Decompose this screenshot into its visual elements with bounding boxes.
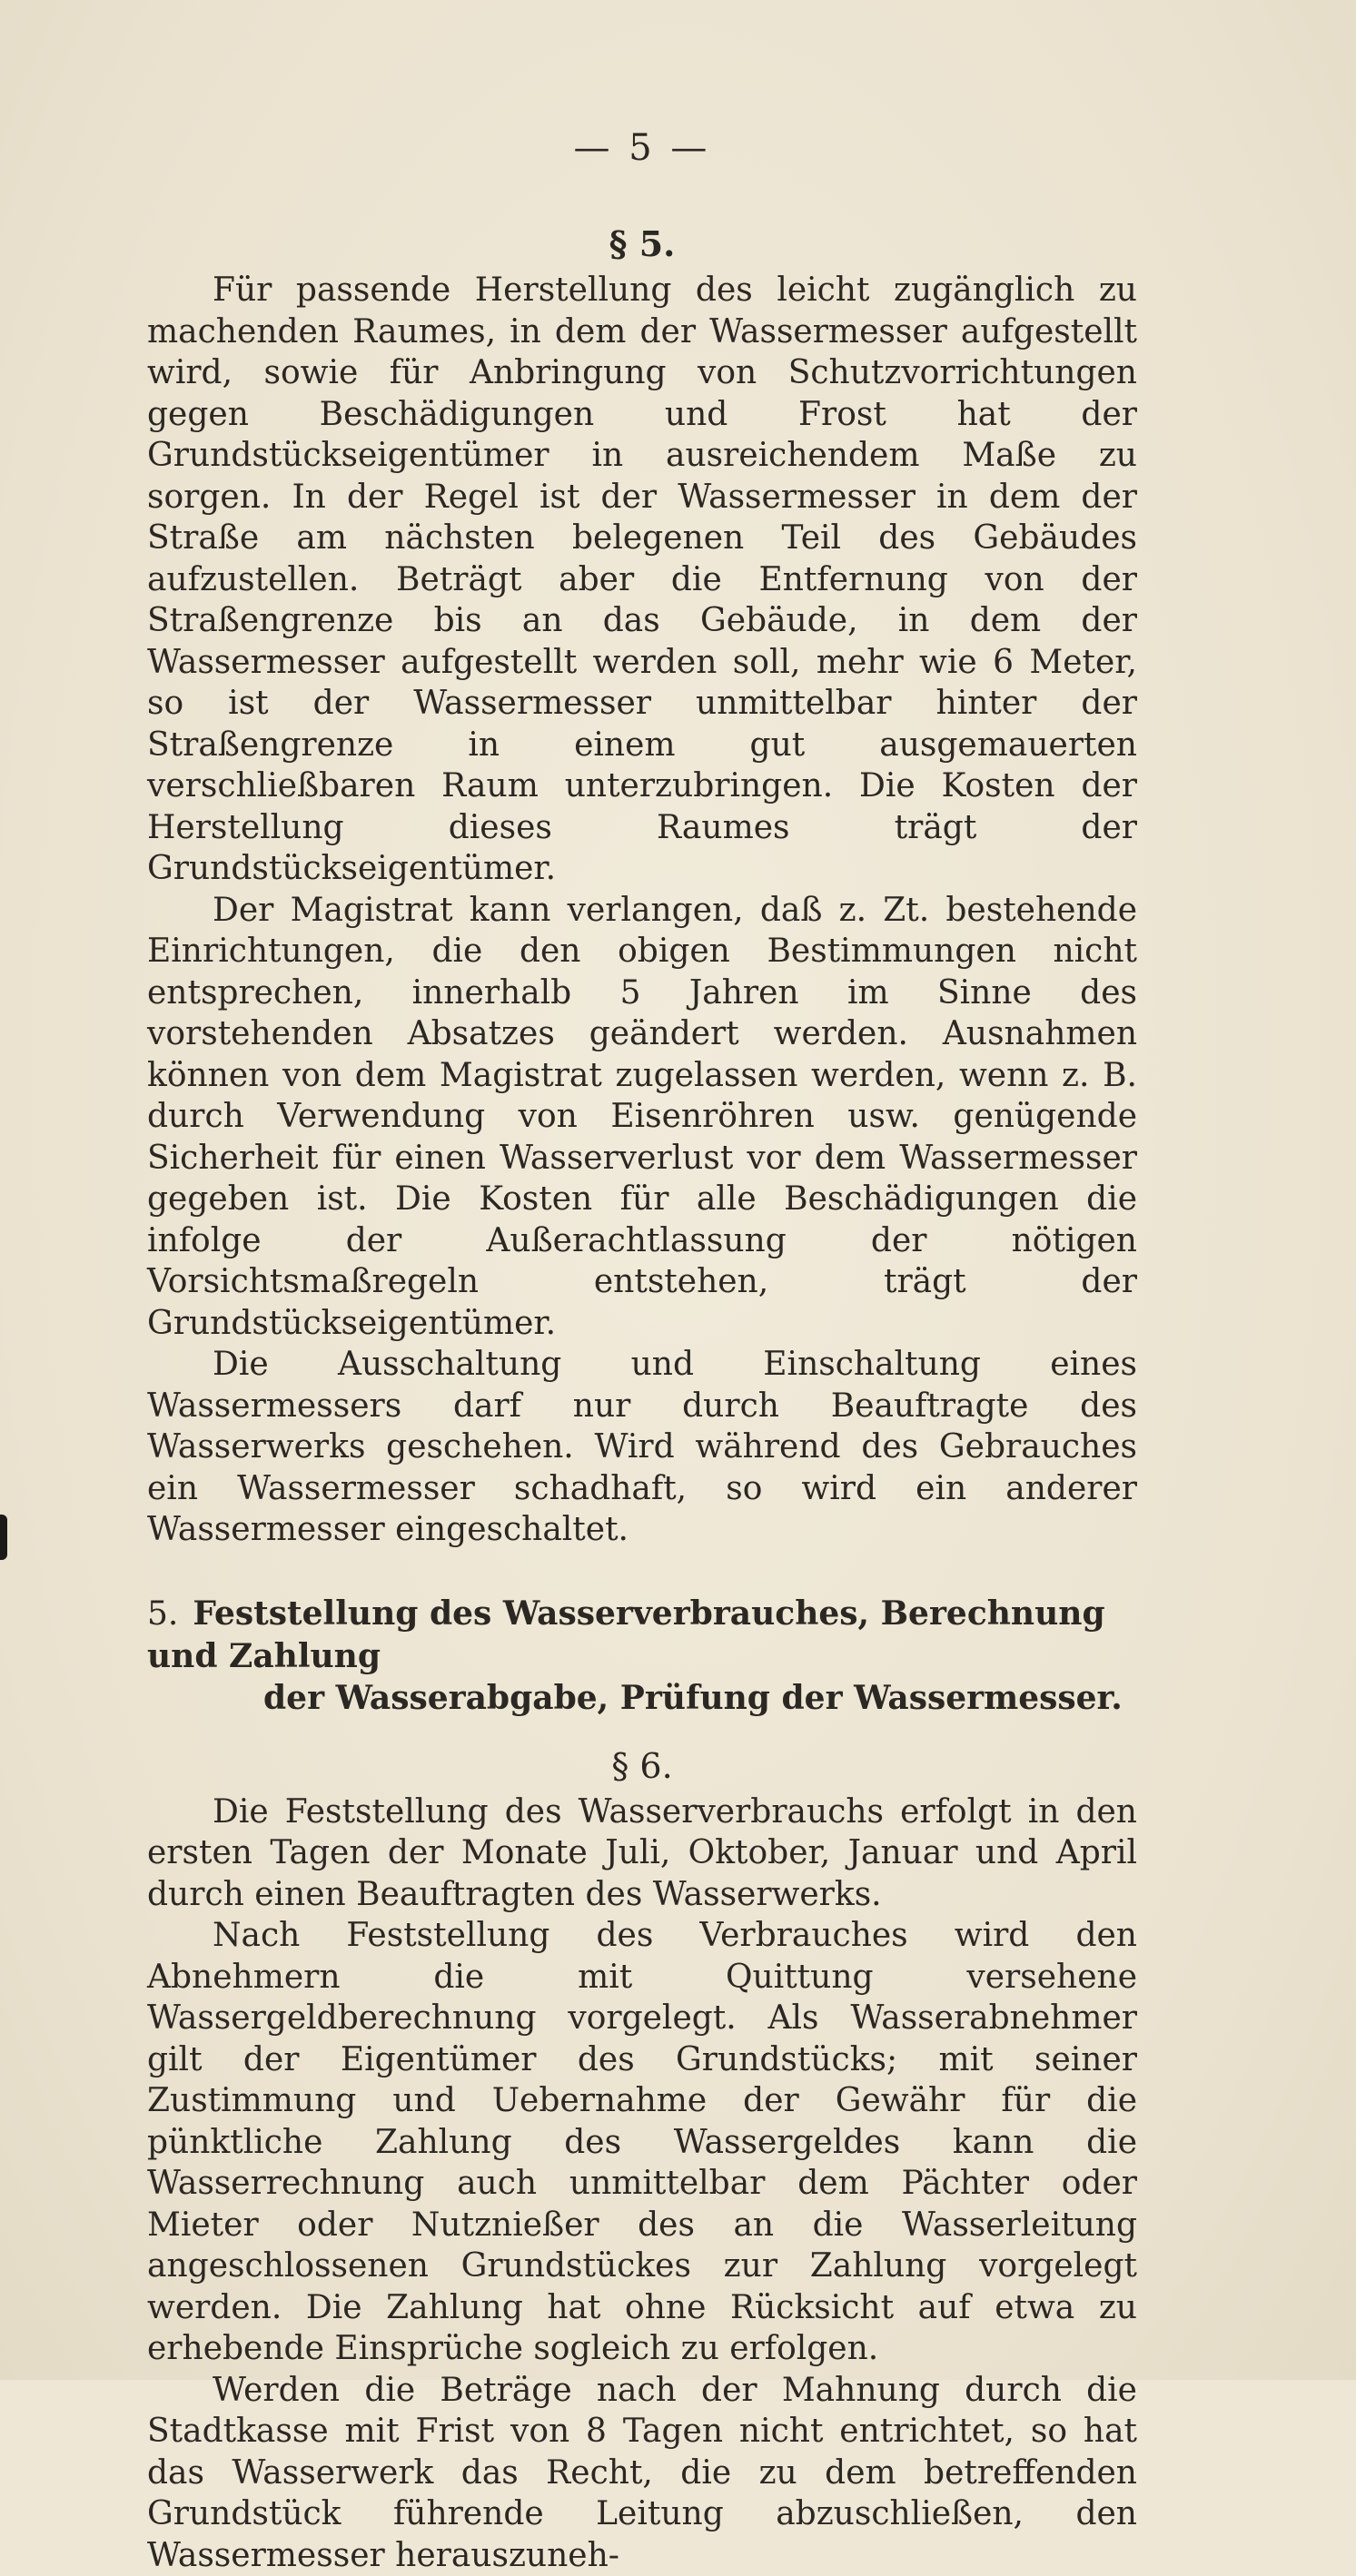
chapter-number: 5. (147, 1595, 178, 1633)
section-5-paragraph-2: Der Magistrat kann verlangen, daß z. Zt. bestehende Einrichtungen, die den obigen Bestimmungen nicht entsprechen, innerhalb 5 Jahren im Sinne des vorstehenden Absatzes geändert werden. Ausnahmen können von dem Magistrat zugelassen werden, wenn z. B. durch Verwendung von Eisenröhren usw. genügende Sicherheit für einen Wasserverlust vor dem Wassermesser gegeben ist. Die Kosten für alle Beschädigungen die infolge der Außerachtlassung der nötigen Vorsichtsmaßregeln entstehen, trägt der Grundstückseigentümer. (147, 890, 1137, 1345)
section-6-heading: § 6. (147, 1746, 1137, 1786)
page-content (147, 127, 1137, 2576)
chapter-title-line-2: der Wasserabgabe, Prüfung der Wassermesser. (147, 1677, 1137, 1719)
scan-edge-mark (0, 1515, 7, 1560)
section-6-paragraph-2: Nach Feststellung des Verbrauches wird den Abnehmern die mit Quittung versehene Wassergeldberechnung vorgelegt. Als Wasserabnehmer gilt der Eigentümer des Grundstücks; mit seiner Zustimmung und Uebernahme der Gewähr für die pünktliche Zahlung des Wassergeldes kann die Wasserrechnung auch unmittelbar dem Pächter oder Mieter oder Nutznießer des an die Wasserleitung angeschlossenen Grundstückes zur Zahlung vorgelegt werden. Die Zahlung hat ohne Rücksicht auf etwa zu erhebende Einsprüche sogleich zu erfolgen. (147, 1915, 1137, 2370)
section-5-paragraph-1: Für passende Herstellung des leicht zugänglich zu machenden Raumes, in dem der Wassermesser aufgestellt wird, sowie für Anbringung von Schutzvorrichtungen gegen Beschädigungen und Frost hat der Grundstückseigentümer in ausreichendem Maße zu sorgen. In der Regel ist der Wassermesser in dem der Straße am nächsten belegenen Teil des Gebäudes aufzustellen. Beträgt aber die Entfernung von der Straßengrenze bis an das Gebäude, in dem der Wassermesser aufgestellt werden soll, mehr wie 6 Meter, so ist der Wassermesser unmittelbar hinter der Straßengrenze in einem gut ausgemauerten verschließbaren Raum unterzubringen. Die Kosten der Herstellung dieses Raumes trägt der Grundstückseigentümer. (147, 270, 1137, 890)
section-5-heading: § 5. (147, 223, 1137, 264)
chapter-title-line-1: Feststellung des Wasserverbrauches, Berechnung und Zahlung (147, 1594, 1105, 1675)
section-6-paragraph-3: Werden die Beträge nach der Mahnung durch die Stadtkasse mit Frist von 8 Tagen nicht entrichtet, so hat das Wasserwerk das Recht, die zu dem betreffenden Grundstück führende Leitung abzuschließen, den Wassermesser herauszuneh- (147, 2370, 1137, 2576)
chapter-5-title (147, 1593, 1137, 1719)
page-number: — 5 — (147, 127, 1137, 169)
section-6-paragraph-1: Die Feststellung des Wasserverbrauchs erfolgt in den ersten Tagen der Monate Juli, Oktober, Januar und April durch einen Beauftragten des Wasserwerks. (147, 1791, 1137, 1916)
section-5-paragraph-3: Die Ausschaltung und Einschaltung eines Wassermessers darf nur durch Beauftragte des Wasserwerks geschehen. Wird während des Gebrauches ein Wassermesser schadhaft, so wird ein anderer Wassermesser eingeschaltet. (147, 1344, 1137, 1551)
